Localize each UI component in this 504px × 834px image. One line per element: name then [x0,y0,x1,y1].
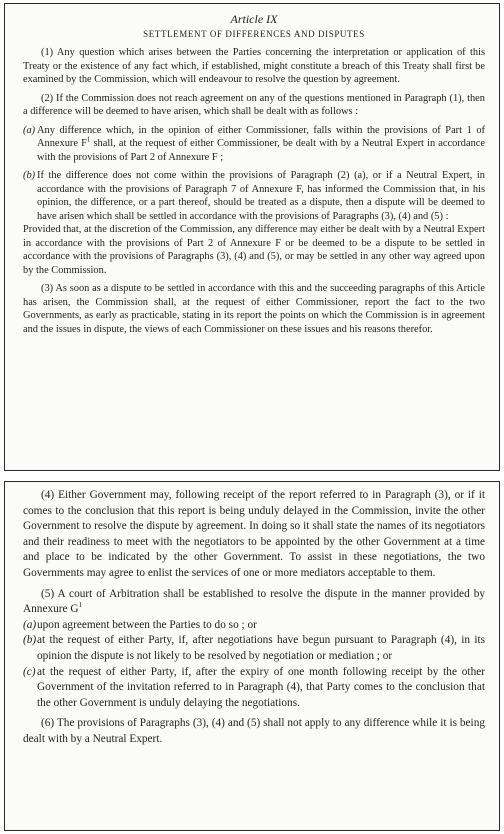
paragraph-5a [23,618,485,634]
article-title: Article IX [230,12,278,26]
paragraph-6: (6) The provisions of Paragraphs (3), (4) and (5) shall not apply to any difference while it is being dealt with by a Neutral Expert. [23,717,485,745]
paragraph-2a-label: (a) [23,124,36,136]
paragraph-5-text: (5) A court of Arbitration shall be established to resolve the dispute in the manner provided by Annexure G [23,587,485,616]
paragraph-2b [23,169,485,223]
proviso: Provided that, at the discretion of the Commission, any difference may either be dealt with by a Neutral Expert in accordance with the provisions of Part 2 of Annexure F or be deemed to be a dispute to be settled in accordance with the provisions of Paragraphs (3), (4) and (5), or may be settled in any other way agreed upon by the Commission. [23,224,485,276]
paragraph-5c [23,665,485,712]
article-subtitle: SETTLEMENT OF DIFFERENCES AND DISPUTES [143,29,365,39]
paragraph-5a-label: (a) [23,618,37,631]
lower-text-panel [4,481,500,831]
paragraph-5a-text: upon agreement between the Parties to do so ; or [37,618,257,631]
paragraph-2a [23,124,485,165]
paragraph-4: (4) Either Government may, following receipt of the report referred to in Paragraph (3), or if it comes to the conclusion that this report is being unduly delayed in the Commission, invite the other Government to resolve the dispute by agreement. In doing so it shall state the names of its negotiators and their readiness to meet with the negotiators to be appointed by the other Government at a time and place to be indicated by the other Government. To assist in these negotiations, the two Governments may agree to enlist the services of one or more mediators acceptable to them. [23,489,485,579]
upper-text-panel [4,3,500,471]
paragraph-1: (1) Any question which arises between the Parties concerning the interpretation or application of this Treaty or the existence of any fact which, if established, might constitute a breach of this Treaty shall first be examined by the Commission, which will endeavour to resolve the question by agreement. [23,47,485,85]
footnote-marker: 1 [78,601,83,610]
paragraph-3: (3) As soon as a dispute to be settled in accordance with this and the succeeding paragraphs of this Article has arisen, the Commission shall, at the request of either Commissioner, report the fact to the two Governments, as early as practicable, stating in its report the points on which the Commission is in agreement and the issues in dispute, the views of each Commissioner on these issues and his reasons therefor. [23,283,485,335]
paragraph-2: (2) If the Commission does not reach agreement on any of the questions mentioned in Paragraph (1), then a difference will be deemed to have arisen, which shall be dealt with as follows : [23,92,485,117]
paragraph-5c-label: (c) [23,665,36,678]
footnote-marker: 1 [86,135,91,144]
paragraph-5b-text: at the request of either Party, if, after negotiations have begun pursuant to Paragraph (4), in its opinion the dispute is not likely to be resolved by negotiation or mediation ; or [37,634,485,662]
paragraph-5b-label: (b) [23,634,37,647]
paragraph-5c-text: at the request of either Party, if, after the expiry of one month following receipt by the other Government of the invitation referred to in Paragraph (4), that Party comes to the conclusion that the other Government is unduly delaying the negotiations. [37,665,485,709]
paragraph-2b-label: (b) [23,170,36,181]
paragraph-2a-text-start: Any difference which, in the opinion of either Commissioner, falls within the provisions of Part 1 of Annexure F [37,124,485,149]
paragraph-2a-text-end: shall, at the request of either Commissioner, be dealt with by a Neutral Expert in accordance with the provisions of Part 2 of Annexure F ; [37,138,485,163]
paragraph-5 [23,587,485,618]
paragraph-5b [23,633,485,664]
paragraph-2b-text: If the difference does not come within the provisions of Paragraph (2) (a), or if a Neutral Expert, in accordance with the provisions of Paragraph 7 of Annexure F, has informed the Commission that, in his opinion, the difference, or a part thereof, should be treated as a dispute, then a dispute will be deemed to have arisen which shall be settled in accordance with the provisions of Paragraphs (3), (4) and (5) : [37,170,485,222]
